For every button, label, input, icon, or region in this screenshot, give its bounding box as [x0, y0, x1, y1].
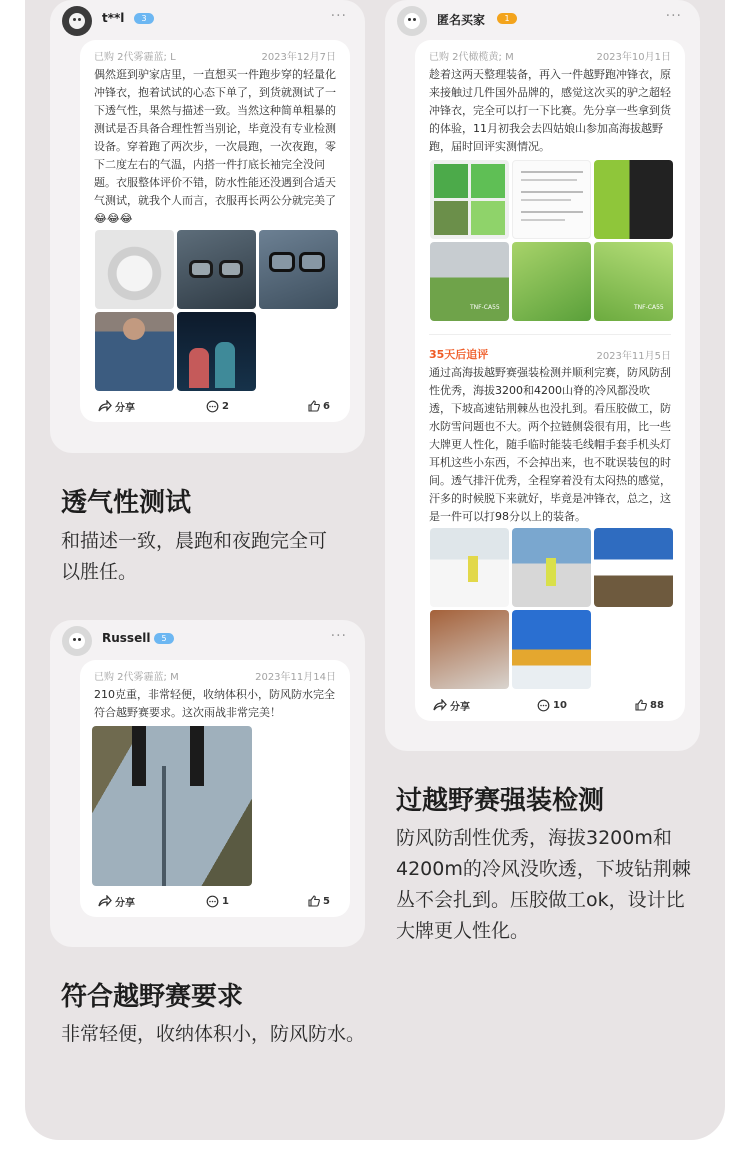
review-date: 2023年10月1日	[596, 52, 671, 63]
section-description: 非常轻便，收纳体积小，防风防水。	[61, 1023, 366, 1045]
like-button[interactable]	[635, 695, 664, 715]
comment-icon	[206, 400, 219, 413]
review-photo[interactable]	[430, 528, 509, 607]
review-photo[interactable]	[95, 312, 174, 391]
purchase-info: 已购 2代雾霾蓝; M	[94, 672, 179, 683]
review-photo[interactable]	[512, 160, 591, 239]
comment-button[interactable]	[206, 396, 229, 416]
like-icon	[308, 895, 320, 907]
follow-up-label: 35天后追评	[429, 348, 489, 361]
review-card-2	[50, 620, 365, 947]
avatar[interactable]	[397, 6, 427, 36]
more-icon[interactable]: ···	[330, 628, 347, 644]
review-photo[interactable]	[177, 312, 256, 391]
review-actions	[98, 891, 332, 911]
level-badge: 1	[497, 13, 517, 24]
review-photo[interactable]	[594, 242, 673, 321]
review-body	[80, 40, 350, 422]
review-card-3	[385, 0, 700, 751]
review-photo[interactable]	[259, 230, 338, 309]
comment-icon	[537, 699, 550, 712]
like-count: 6	[323, 400, 330, 412]
more-icon[interactable]: ···	[665, 8, 682, 24]
avatar[interactable]	[62, 6, 92, 36]
review-photo[interactable]	[95, 230, 174, 309]
level-badge: 3	[134, 13, 154, 24]
section-title: 符合越野赛要求	[61, 982, 244, 1012]
review-photo[interactable]	[430, 610, 509, 689]
review-header	[395, 0, 690, 40]
follow-up-text: 通过高海拔越野赛强装检测并顺利完赛，防风防刮性优秀，海拔3200和4200山脊的冷风都没吹透，下坡高速钻荆棘丛也没扎到。看压胶做工，防水防雪问题也不大。两个拉链侧袋很有用，比一些大牌更人性化，随手临时能装毛线帽手套手机头灯耳机这些小东西，不会掉出来，也不耽误装包的时间。透气排汗优秀，全程穿着没有太闷热的感觉，汗多的时候脱下来就好，毕竟是冲锋衣，总之，这是一件可以打98分以上的装备。	[429, 366, 671, 523]
review-body	[415, 40, 685, 721]
review-body	[80, 660, 350, 917]
review-photo[interactable]	[177, 230, 256, 309]
share-label: 分享	[115, 897, 135, 909]
follow-up-date: 2023年11月5日	[596, 351, 671, 362]
like-button[interactable]	[308, 396, 330, 416]
share-label: 分享	[450, 701, 470, 713]
like-count: 5	[323, 895, 330, 907]
review-photo[interactable]	[430, 242, 509, 321]
share-label: 分享	[115, 402, 135, 414]
share-icon	[98, 895, 112, 907]
like-button[interactable]	[308, 891, 330, 911]
share-button[interactable]	[98, 891, 135, 911]
share-button[interactable]	[98, 396, 135, 416]
comment-button[interactable]	[206, 891, 229, 911]
review-photo[interactable]	[512, 528, 591, 607]
review-actions	[98, 396, 332, 416]
comment-count: 1	[222, 895, 229, 907]
level-badge: 5	[154, 633, 174, 644]
comment-count: 10	[553, 699, 567, 711]
review-header	[60, 0, 355, 40]
review-date: 2023年12月7日	[261, 52, 336, 63]
share-icon	[433, 699, 447, 711]
purchase-info: 已购 2代雾霾蓝; L	[94, 52, 176, 63]
like-icon	[308, 400, 320, 412]
review-text: 210克重，非常轻便，收纳体积小，防风防水完全符合越野赛要求。这次雨战非常完美！	[94, 688, 335, 719]
comment-button[interactable]	[537, 695, 567, 715]
more-icon[interactable]: ···	[330, 8, 347, 24]
photo-caption: TNF-CA55	[634, 304, 664, 311]
share-button[interactable]	[433, 695, 470, 715]
review-actions	[433, 695, 667, 715]
review-photo[interactable]	[512, 242, 591, 321]
review-card-1	[50, 0, 365, 453]
review-text: 偶然逛到驴家店里，一直想买一件跑步穿的轻量化冲锋衣，抱着试试的心态下单了，到货就测试了一下透气性，果然与描述一致。当然这种简单粗暴的测试是否具备合理性暂当别论，毕竟没有专业检测设备。穿着跑了两次步，一次晨跑，一次夜跑，零下二度左右的气温，内搭一件打底长袖完全没问题。衣服整体评价不错，防水性能还没遇到合适天气测试，就我个人而言，衣服再长两公分就完美了😂😂😂	[94, 68, 336, 225]
review-header	[60, 620, 355, 660]
divider	[429, 334, 671, 335]
share-icon	[98, 400, 112, 412]
section-title: 透气性测试	[61, 488, 192, 518]
review-photo[interactable]	[594, 528, 673, 607]
comment-count: 2	[222, 400, 229, 412]
photo-caption: TNF-CA55	[470, 304, 500, 311]
review-photo[interactable]	[92, 726, 252, 886]
review-text: 趁着这两天整理装备，再入一件越野跑冲锋衣，原来接触过几件国外品牌的，感觉这次买的驴之超轻冲锋衣，完全可以打一下比赛。先分享一些拿到货的体验，11月初我会去四姑娘山参加高海拔越野跑，届时回评实测情况。	[429, 68, 671, 153]
review-photo[interactable]	[430, 160, 509, 239]
purchase-info: 已购 2代橄榄黄; M	[429, 52, 514, 63]
username[interactable]: t**l	[102, 11, 125, 25]
section-title: 过越野赛强装检测	[396, 786, 605, 816]
section-description: 和描述一致，晨跑和夜跑完全可以胜任。	[61, 530, 328, 583]
section-description: 防风防刮性优秀，海拔3200m和4200m的冷风没吹透，下坡钻荆棘丛不会扎到。压胶做工ok，设计比大牌更人性化。	[396, 827, 691, 942]
like-icon	[635, 699, 647, 711]
username[interactable]: Russell	[102, 631, 151, 645]
review-date: 2023年11月14日	[255, 672, 336, 683]
avatar[interactable]	[62, 626, 92, 656]
review-photo[interactable]	[594, 160, 673, 239]
username[interactable]: 匿名买家	[437, 13, 486, 27]
review-photo[interactable]	[512, 610, 591, 689]
like-count: 88	[650, 699, 664, 711]
comment-icon	[206, 895, 219, 908]
